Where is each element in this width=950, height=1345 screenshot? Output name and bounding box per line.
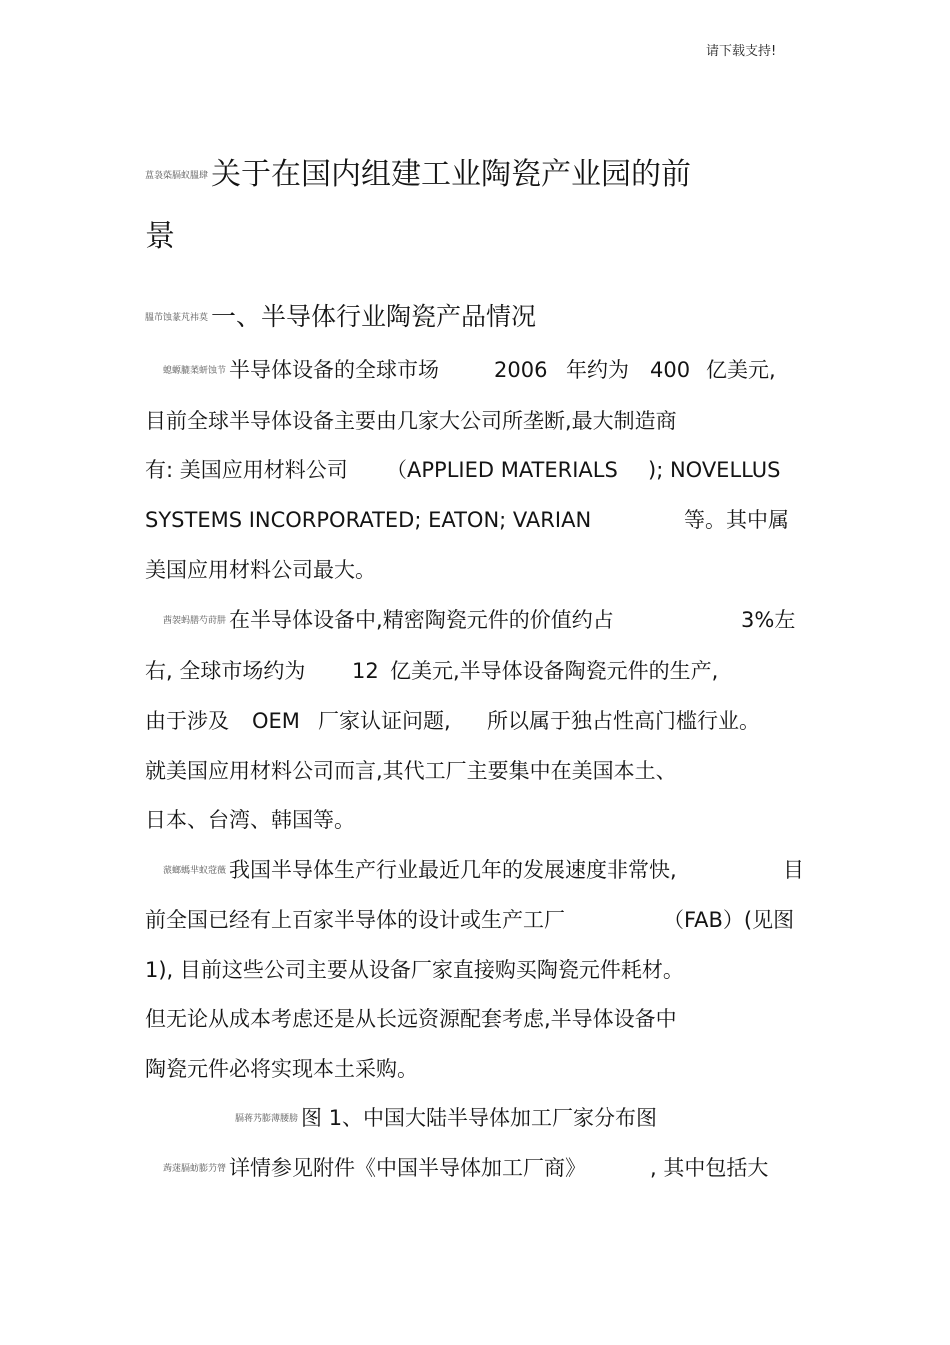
para4-marker: 蒟蒁膈蚄膨芀膂 [163,1164,227,1174]
figure-caption [235,1103,657,1134]
title-text-2: 景 [145,219,175,254]
header-note: 请下载支持! [706,44,777,59]
para1-about: 年约为 [566,358,629,382]
para2-line3d: 所以属于独占性高门槛行业。 [487,709,760,733]
para1-unit: 亿美元, [706,358,776,382]
para3-line2b: （FAB）(见图 [663,908,795,932]
para2-line4: 就美国应用材料公司而言,其代工厂主要集中在美国本土、 [145,759,677,783]
para1-line3c: ); NOVELLUS [648,458,781,482]
para3-line3: 1), 目前这些公司主要从设备厂家直接购买陶瓷元件耗材。 [145,958,684,982]
section-marker: 膃芇蚀蒃芃袆莫 [145,313,209,323]
para2-marker: 莤袈蚂膳芍莳肼 [163,616,227,626]
document-title-line2 [145,217,175,257]
section-heading-text: 一、半导体行业陶瓷产品情况 [211,302,537,331]
para2-line3c: 厂家认证问题, [318,709,451,733]
para2-line3b: OEM [252,709,300,733]
para1-marker: 螅螈膔葇蚈蚀节 [163,366,227,376]
para3-text: 我国半导体生产行业最近几年的发展速度非常快, [229,858,677,882]
para3-line1b: 目 [783,858,804,882]
para2-line1 [163,605,614,636]
para2-line2b: 12 [352,659,379,683]
title-marker: 蒀袅蒅膈蚁膃肆 [145,170,209,181]
para2-line2a: 右, 全球市场约为 [145,659,306,683]
para1-line3b: （APPLIED MATERIALS [386,458,618,482]
para1-text: 半导体设备的全球市场 [229,358,440,382]
para1-line4b: 等。其中属 [684,508,789,532]
para2-line2c: 亿美元,半导体设备陶瓷元件的生产, [390,659,719,683]
figure-marker: 膈蒋艿膨薄腰膀 [235,1114,299,1124]
para1-line3a: 有: 美国应用材料公司 [145,458,348,482]
para4-line1b: , 其中包括大 [650,1156,769,1180]
section-heading [145,300,536,335]
para4-text: 详情参见附件《中国半导体加工厂商》 [229,1156,587,1180]
para1-year: 2006 [494,358,548,382]
para3-marker: 蒎螂螞芈蚁蒄薇 [163,866,227,876]
para2-line3a: 由于涉及 [145,709,229,733]
figure-caption-text: 图 1、中国大陆半导体加工厂家分布图 [301,1106,658,1130]
para1-amount: 400 [650,358,691,382]
para3-line1 [163,855,677,886]
para1-line1 [163,355,439,386]
para2-text: 在半导体设备中,精密陶瓷元件的价值约占 [229,608,614,632]
document-title-line1 [145,155,691,196]
para2-percent: 3%左 [741,608,796,632]
para1-line5: 美国应用材料公司最大。 [145,558,376,582]
title-text-1: 关于在国内组建工业陶瓷产业园的前 [211,157,692,192]
para1-line4a: SYSTEMS INCORPORATED; EATON; VARIAN [145,508,592,532]
para2-line5: 日本、台湾、韩国等。 [145,808,355,832]
para4-line1 [163,1153,586,1184]
para3-line2a: 前全国已经有上百家半导体的设计或生产工厂 [145,908,565,932]
para3-line4: 但无论从成本考虑还是从长远资源配套考虑,半导体设备中 [145,1007,677,1031]
para3-line5: 陶瓷元件必将实现本土采购。 [145,1057,418,1081]
para1-line2: 目前全球半导体设备主要由几家大公司所垄断,最大制造商 [145,409,677,433]
